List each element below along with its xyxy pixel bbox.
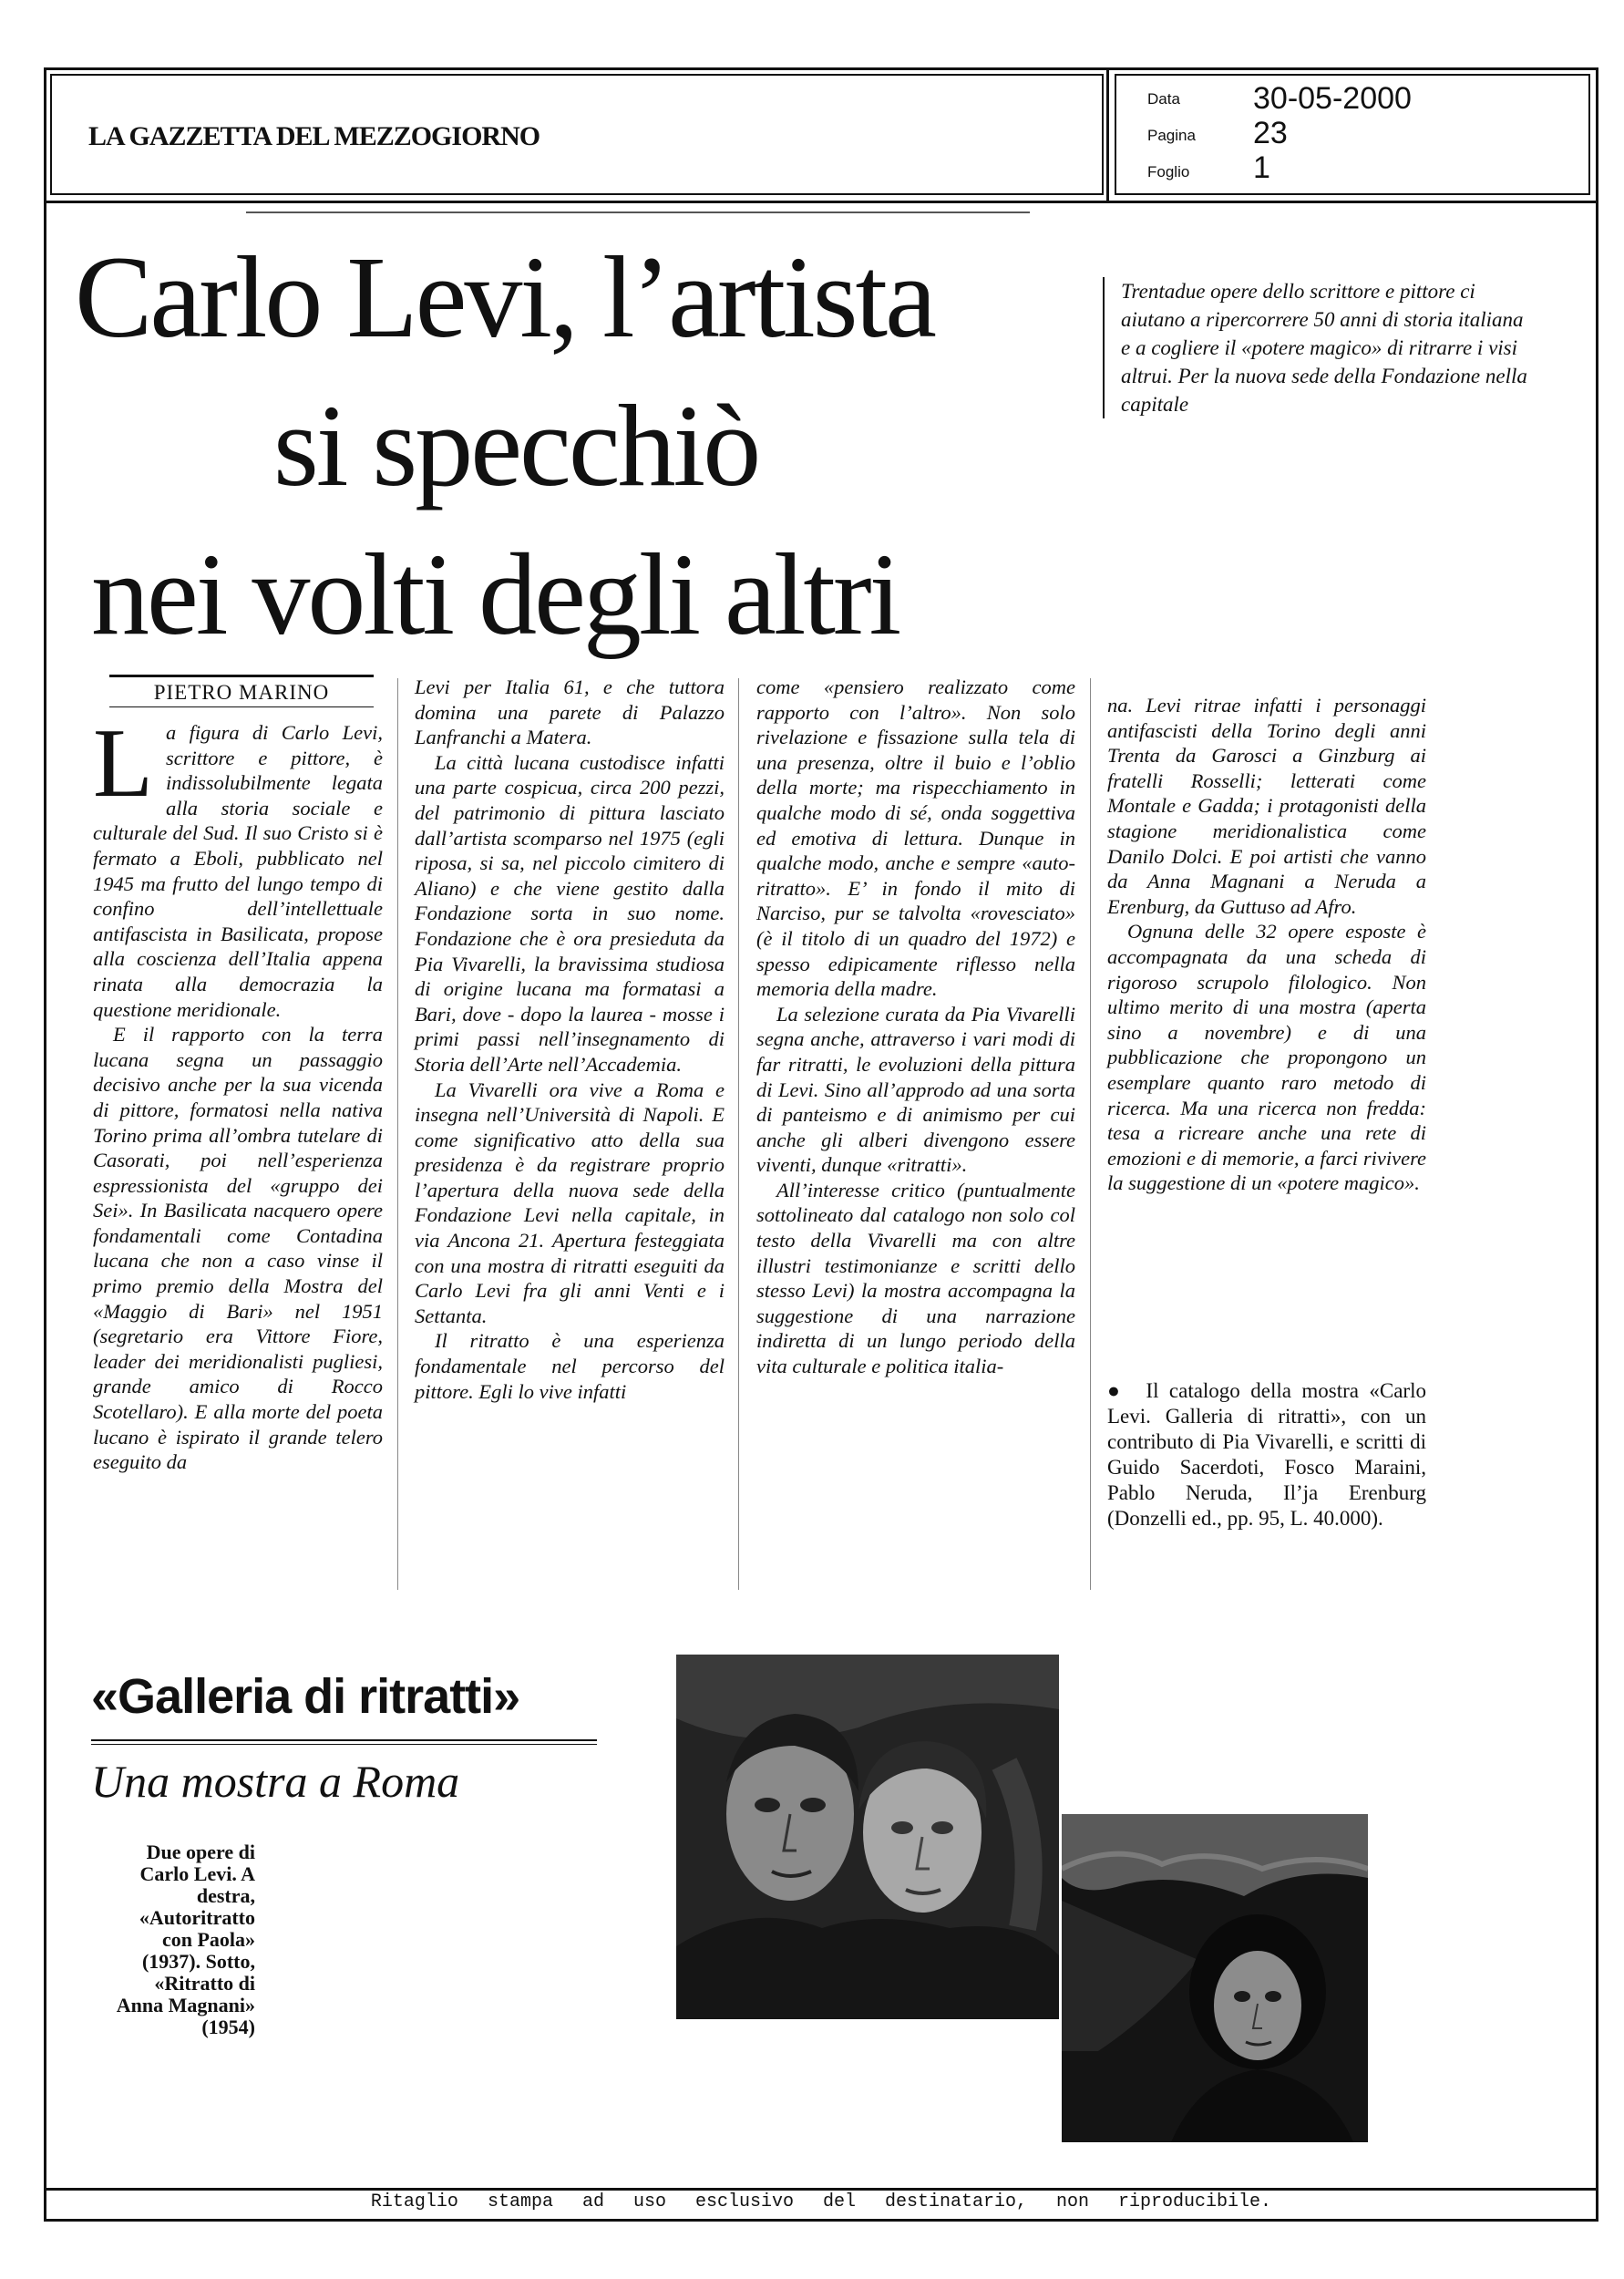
paragraph <box>93 709 383 1022</box>
top-rule <box>246 211 1030 213</box>
section-title: «Galleria di ritratti» <box>91 1669 520 1724</box>
paragraph: La città lucana custodisce infatti una parte cospicua, circa 200 pezzi, del patrimonio di pittura lasciato dall’artista scomparso nel 1975 (egli riposa, si sa, nel piccolo cimitero di Aliano) e che viene gestito dalla Fondazione sorta in suo nome. Fondazione che è ora presieduta da Pia Vivarelli, la bravissima studiosa di origine lucana ma formatasi a Bari, dove - dopo la laurea - mosse i primi passi nell’insegnamento di Storia dell’Arte nell’Accademia. <box>415 750 725 1076</box>
paragraph-text: a figura di Carlo Levi, scrittore e pittore, è indissolubilmente legata alla storia sociale e culturale del Sud. Il suo Cristo si è fermato a Eboli, pubblicato nel 1945 ma frutto del lungo tempo di confino dell’intellettuale antifascista in Basilicata, propose alla coscienza dell’Italia appena rinata alla democrazia la questione meridionale. <box>93 721 383 1021</box>
page-label: Pagina <box>1147 127 1196 144</box>
photo-caption: Due opere di Carlo Levi. A destra, «Autoritratto con Paola» (1937). Sotto, «Ritratto di Anna Magnani» (1954) <box>116 1841 255 2038</box>
section-rule <box>91 1744 597 1745</box>
painting-portrait-of-anna-magnani-image <box>1062 1814 1368 2142</box>
subhead: Trentadue opere dello scrittore e pittore ci aiutano a ripercorrere 50 anni di storia italiana e a cogliere il «potere magico» di ritrarre i visi altrui. Per la nuova sede della Fondazione nella capitale <box>1103 277 1531 418</box>
paragraph: E il rapporto con la terra lucana segna un passaggio decisivo anche per la sua vicenda di pittore, formatosi nella nativa Torino prima all’ombra tutelare di Casorati, poi nell’esperienza espressionista del «gruppo dei Sei». In Basilicata nacquero opere fondamentali come Contadina lucana che non a caso vinse il primo premio della Mostra del «Maggio di Bari» nel 1951 (segretario era Vittore Fiore, leader dei meridionalisti pugliesi, grande amico di Rocco Scotellaro). E alla morte del poeta lucano è ispirato il grande telero eseguito da <box>93 1023 383 1474</box>
byline: PIETRO MARINO <box>109 675 374 707</box>
headline-line-2: si specchiò <box>273 381 759 510</box>
article-column-4 <box>1107 693 1426 1196</box>
section-subtitle: Una mostra a Roma <box>91 1756 460 1807</box>
headline-line-1: Carlo Levi, l’artista <box>75 232 934 362</box>
sheet-label: Foglio <box>1147 163 1190 180</box>
meta-panel <box>1115 74 1590 195</box>
article-column-3 <box>756 675 1075 1379</box>
catalog-note-text: Il catalogo della mostra «Carlo Levi. Galleria di ritratti», con un contributo di Pia Vivarelli, e scritti di Guido Sacerdoti, Fosco Maraini, Pablo Neruda, Il’ja Erenburg (Donzelli ed., pp. 95, L. 40.000). <box>1107 1379 1426 1530</box>
paragraph: Levi per Italia 61, e che tuttora domina una parete di Palazzo Lanfranchi a Matera. <box>415 675 725 749</box>
sheet-value: 1 <box>1253 150 1270 185</box>
paragraph: Ognuna delle 32 opere esposte è accompagnata da una scheda di rigoroso scrupolo filologico. Non ultimo merito di una mostra (aperta sino a novembre) e di una pubblicazione che propongono un esemplare quanto raro metodo di ricerca. Ma una ricerca non fredda: tesa a ricreare anche una rete di emozioni e di memorie, a farci rivivere la suggestione di un «potere magico». <box>1107 920 1426 1195</box>
footer-notice: Ritaglio stampa ad uso esclusivo del destinatario, non riproducibile. <box>370 2191 1272 2212</box>
masthead: LA GAZZETTA DEL MEZZOGIORNO <box>88 121 540 151</box>
column-rule <box>397 678 398 1590</box>
dropcap: L <box>93 709 153 818</box>
bullet-icon: ● <box>1107 1379 1146 1402</box>
article-column-2 <box>415 675 725 1404</box>
date-value: 30-05-2000 <box>1253 81 1412 116</box>
painting-portrait-of-anna-magnani <box>1062 1814 1368 2142</box>
paragraph: na. Levi ritrae infatti i personaggi antifascisti della Torino degli anni Trenta da Garosci a Ginzburg ai fratelli Rosselli; letterati come Montale e Gadda; i protagonisti della stagione meridionalistica come Danilo Dolci. E poi artisti che vanno da Anna Magnani a Neruda a Erenburg, da Guttuso ad Afro. <box>1107 694 1426 918</box>
header-divider <box>1106 70 1109 201</box>
painting-self-portrait-with-paola-image <box>676 1655 1059 2019</box>
headline-line-3: nei volti degli altri <box>91 530 899 659</box>
paragraph: Il ritratto è una esperienza fondamentale nel percorso del pittore. Egli lo vive infatti <box>415 1329 725 1403</box>
masthead-panel <box>50 74 1104 195</box>
page-value: 23 <box>1253 116 1288 150</box>
article-column-1 <box>93 709 383 1475</box>
section-rule <box>91 1739 597 1741</box>
catalog-note <box>1107 1378 1426 1531</box>
paragraph: La Vivarelli ora vive a Roma e insegna nell’Università di Napoli. E come significativo atto della sua presidenza è da registrare proprio l’apertura della nuova sede della Fondazione Levi nella capitale, in via Ancona 21. Apertura festeggiata con una mostra di ritratti eseguiti da Carlo Levi fra gli anni Venti e i Settanta. <box>415 1078 725 1327</box>
column-rule <box>1090 678 1091 1590</box>
header-box <box>44 67 1598 203</box>
date-label: Data <box>1147 90 1180 108</box>
paragraph: come «pensiero realizzato come rapporto con l’altro». Non solo rivelazione e fissazione sulla tela di una presenza, oltre il buio e l’oblio della morte; ma rispecchiamento in qualche modo di sé, onda soggettiva ed emotiva di lettura. Dunque in qualche modo, anche e sempre «auto-ritratto». E’ in fondo il mito di Narciso, pur se talvolta «rovesciato» (è il titolo di un quadro del 1972) e spesso edipicamente riflesso nella memoria della madre. <box>756 675 1075 1001</box>
column-rule <box>738 678 739 1590</box>
painting-self-portrait-with-paola <box>676 1655 1059 2019</box>
footer-rule <box>44 2188 1598 2191</box>
paragraph: All’interesse critico (puntualmente sottolineato dal catalogo non solo col testo della Vivarelli ma con altre illustri testimonianze e scritti dello stesso Levi) la mostra accompagna la suggestione di una narrazione indiretta di un lungo periodo della vita culturale e politica italia- <box>756 1178 1075 1378</box>
paragraph: La selezione curata da Pia Vivarelli segna anche, attraverso i vari modi di far ritratti, le evoluzioni della pittura di Levi. Sino all’approdo ad una sorta di panteismo e di animismo per cui anche gli alberi divengono essere viventi, dunque «ritratti». <box>756 1002 1075 1177</box>
